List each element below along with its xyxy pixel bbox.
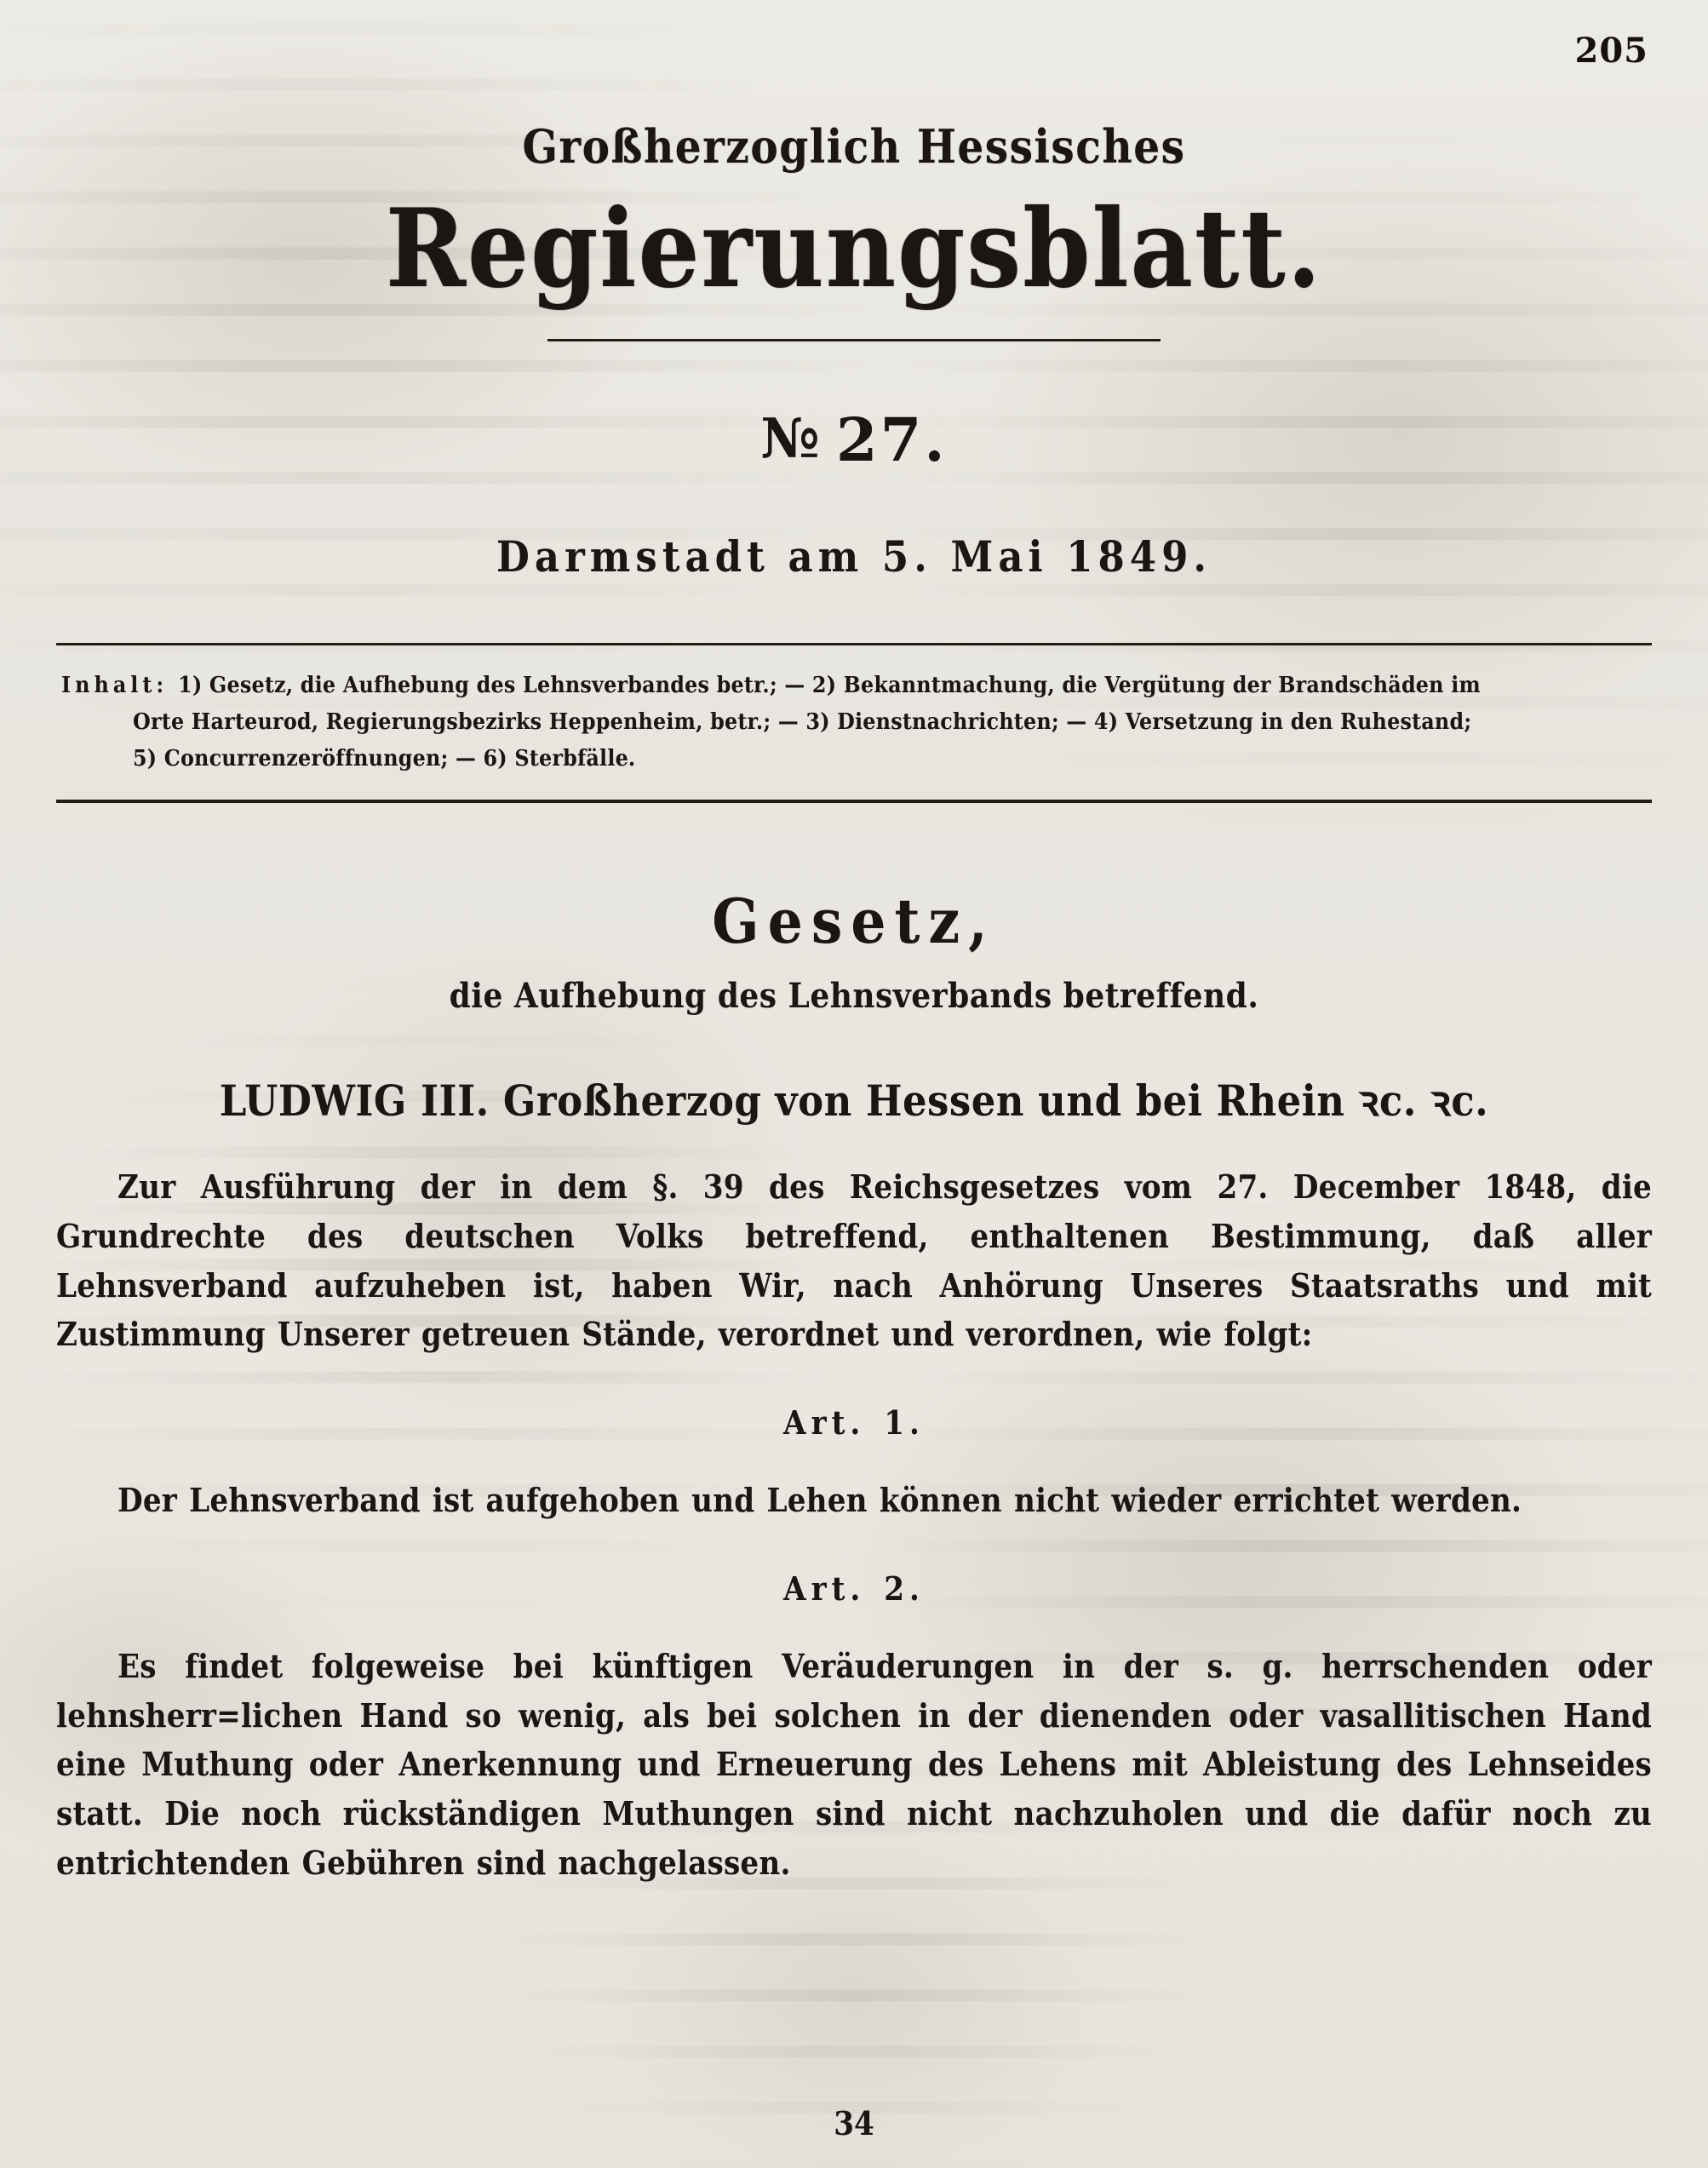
article-1-label: Art.	[783, 1403, 866, 1442]
masthead-rule	[547, 339, 1161, 341]
masthead-line-2: Regierungsblatt.	[385, 186, 1323, 312]
article-2-number: 2.	[884, 1569, 925, 1608]
sovereign-heading: LUDWIG III. Großherzog von Hessen und bei Rhein ꝛc. ꝛc.	[219, 1075, 1489, 1127]
law-title: Gesetz,	[712, 885, 996, 958]
contents-rule-bottom	[56, 800, 1652, 803]
contents-text-1: 1) Gesetz, die Aufhebung des Lehnsverbandes betr.; — 2) Bekanntmachung, die Vergütung der Brandschäden im	[178, 672, 1481, 699]
contents-line-3: 5) Concurrenzeröffnungen; — 6) Sterbfälle.	[133, 745, 636, 772]
article-1-heading	[56, 1403, 1652, 1442]
article-2-text: Es findet folgeweise bei künftigen Veräuderungen in der s. g. herrschenden oder lehnsherr=lichen Hand so wenig, als bei solchen in der dienenden oder vasallitischen Hand eine Muthung oder Anerkennung und Erneuerung des Lehens mit Ableistung des Lehnseides statt. Die noch rückständigen Muthungen sind nicht nachzuholen und die dafür noch zu entrichtenden Gebühren sind nachgelassen.	[56, 1646, 1652, 1882]
issue-number-value: 27.	[835, 404, 948, 476]
masthead-line-1: Großherzoglich Hessisches	[522, 119, 1186, 174]
issue-number	[56, 404, 1652, 475]
article-2-heading	[56, 1569, 1652, 1608]
numero-symbol: №	[760, 407, 822, 472]
page-number: 205	[1574, 31, 1648, 71]
law-preamble: Zur Ausführung der in dem §. 39 des Reichsgesetzes vom 27. December 1848, die Grundrechte des deutschen Volks betreffend, enthaltenen Bestimmung, daß aller Lehnsverband aufzuheben ist, haben Wir, nach Anhörung Unseres Staatsraths und mit Zustimmung Unserer getreuen Stände, verordnet und verordnen, wie folgt:	[56, 1167, 1652, 1354]
contents-line-1	[61, 668, 1643, 704]
dateline: Darmstadt am 5. Mai 1849.	[496, 531, 1212, 582]
contents-line-2: Orte Harteurod, Regierungsbezirks Heppenheim, betr.; — 3) Dienstnachrichten; — 4) Versetzung in den Ruhestand;	[133, 708, 1472, 736]
article-1-text: Der Lehnsverband ist aufgehoben und Lehen können nicht wieder errichtet werden.	[117, 1481, 1522, 1520]
table-of-contents	[56, 668, 1652, 777]
article-2-label: Art.	[783, 1569, 866, 1608]
contents-label: Inhalt:	[61, 672, 169, 699]
article-1-number: 1.	[884, 1403, 925, 1442]
folio-signature: 34	[834, 2104, 874, 2142]
contents-rule-top	[56, 643, 1652, 645]
law-subtitle: die Aufhebung des Lehnsverbands betreffend.	[449, 976, 1259, 1017]
